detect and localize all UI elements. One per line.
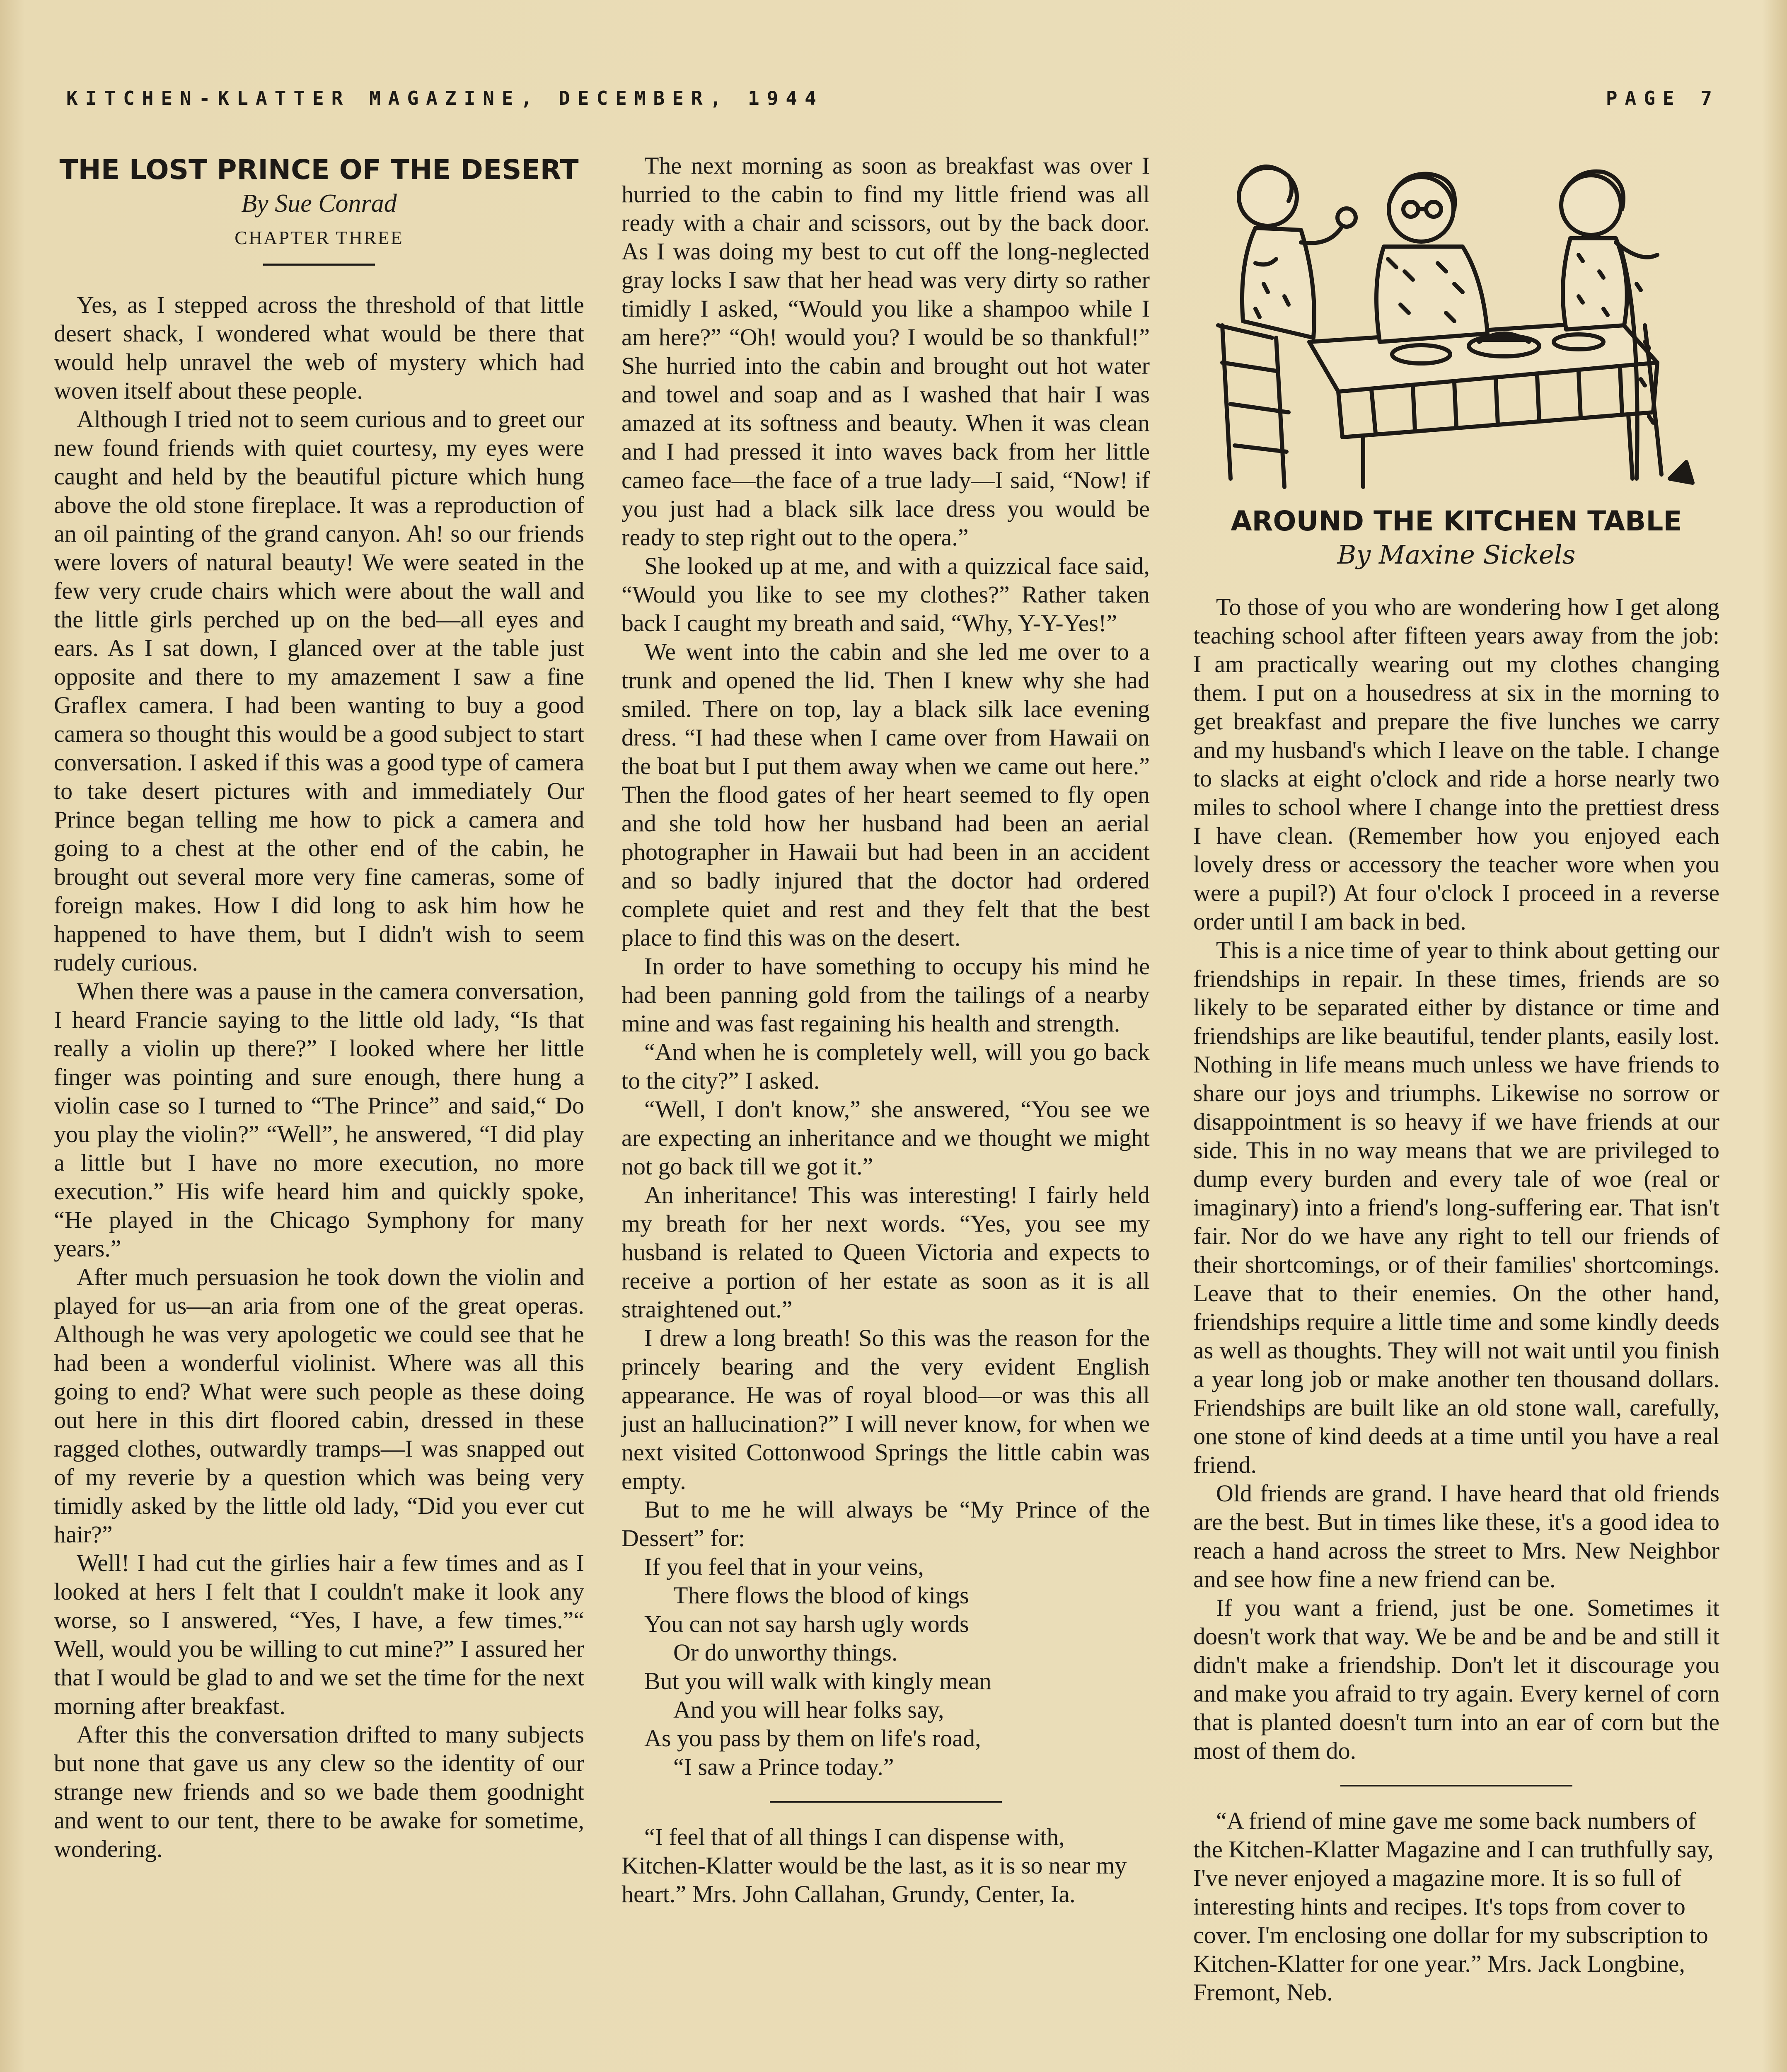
- story-paragraph: Well! I had cut the girlies hair a few times and as I looked at hers I felt that I couldn't make it look any worse, so I answered, “Yes, I have, a few times.”“ Well, would you be willing to cut mine?” I assured her that I would be glad to and we set the time for the next morning after breakfast.: [54, 1549, 584, 1719]
- story-paragraph: In order to have something to occupy his mind he had been panning gold from the tailings of a nearby mine and was fast regaining his health and strength.: [621, 953, 1150, 1037]
- column-paragraph: Old friends are grand. I have heard that old friends are the best. But in times like these, it's a good idea to reach a hand across the street to Mrs. New Neighbor and see how fine a new friend can be.: [1193, 1480, 1719, 1593]
- reader-letter: “A friend of mine gave me some back numbers of the Kitchen-Klatter Magazine and I can truthfully say, I've never enjoyed a magazine more. It is so full of interesting hints and recipes. It's tops from cover to cover. I'm enclosing one dollar for my subscription to Kitchen-Klatter for one year.” Mrs. Jack Longbine, Fremont, Neb.: [1193, 1807, 1714, 2006]
- poem-line: You can not say harsh ugly words: [644, 1610, 969, 1637]
- column-byline: By Maxine Sickels: [1337, 540, 1576, 570]
- letter-divider: [770, 1801, 1002, 1803]
- story-paragraph: I drew a long breath! So this was the reason for the princely bearing and the very evident English appearance. He was of royal blood—or was this all just an hallucination?” I will never know, for when we next visited Cottonwood Springs the little cabin was empty.: [621, 1324, 1150, 1494]
- page-header: [66, 87, 1719, 116]
- story-paragraph: But to me he will always be “My Prince of the Dessert” for:: [621, 1496, 1150, 1552]
- story-paragraph: Although I tried not to seem curious and to greet our new found friends with quiet courtesy, my eyes were caught and held by the beautiful picture which hung above the old stone fireplace. It was a reproduction of an oil painting of the grand canyon. Ah! so our friends were lovers of natural beauty! We were seated in the few very crude chairs which were about the wall and the little girls perched up on the bed—all eyes and ears. As I sat down, I glanced over at the table just opposite and there to my amazement I saw a fine Graflex camera. I had been wanting to buy a good camera so thought this would be a good subject to start conversation. I asked if this was a good type of camera to take desert pictures with and immediately Our Prince began telling me how to pick a camera and going to a chest at the other end of the cabin, he brought out several more very fine cameras, some of foreign makes. How I did long to ask him how he happened to have them, but I didn't wish to seem rudely curious.: [54, 406, 584, 976]
- story-paragraph: We went into the cabin and she led me over to a trunk and opened the lid. Then I knew why she had smiled. There on top, lay a black silk lace evening dress. “I had these when I came over from Hawaii on the boat but I put them away when we came out here.” Then the flood gates of her heart seemed to fly open and she told how her husband had been an aerial photographer in Hawaii but had been in an accident and so badly injured that the doctor had ordered complete quiet and rest and they felt that the best place to find this was on the desert.: [621, 638, 1150, 951]
- poem-line: And you will hear folks say,: [673, 1696, 944, 1723]
- title-divider: [263, 264, 375, 266]
- story-column-1: [54, 153, 584, 1863]
- column-title: AROUND THE KITCHEN TABLE: [1231, 505, 1682, 537]
- story-column-2: [621, 151, 1150, 1908]
- poem-line: If you feel that in your veins,: [644, 1553, 924, 1580]
- story-paragraph: After this the conversation drifted to many subjects but none that gave us any clew so the identity of our strange new friends and so we bade them goodnight and went to our tent, there to be awake for sometime, wondering.: [54, 1721, 584, 1862]
- poem-line: But you will walk with kingly mean: [644, 1668, 991, 1694]
- story-paragraph: She looked up at me, and with a quizzical face said, “Would you like to see my clothes?” Rather taken back I caught my breath and said, “Why, Y-Y-Yes!”: [621, 552, 1150, 637]
- kitchen-table-illustration: [1206, 147, 1707, 495]
- story-title: THE LOST PRINCE OF THE DESERT: [59, 154, 579, 186]
- story-paragraph: When there was a pause in the camera conversation, I heard Francie saying to the little old lady, “Is that really a violin up there?” I looked where her little finger was pointing and sure enough, there hung a violin case so I turned to “The Prince” and said,“ Do you play the violin?” “Well”, he answered, “I did play a little but I have no more execution, no more execution.” His wife heard him and quickly spoke, “He played in the Chicago Symphony for many years.”: [54, 978, 584, 1262]
- story-paragraph: “Well, I don't know,” she answered, “You see we are expecting an inheritance and we thought we might not go back till we got it.”: [621, 1096, 1150, 1180]
- poem-line: “I saw a Prince today.”: [673, 1753, 894, 1780]
- column-paragraph: To those of you who are wondering how I get along teaching school after fifteen years away from the job: I am practically wearing out my clothes changing them. I put on a housedress at six in the morning to get breakfast and prepare the five lunches we carry and my husband's which I leave on the table. I change to slacks at eight o'clock and ride a horse nearly two miles to school where I change into the prettiest dress I have clean. (Remember how you enjoyed each lovely dress or accessory the teacher wore when you were a pupil?) At four o'clock I proceed in a reverse order until I am back in bed.: [1193, 593, 1719, 935]
- story-paragraph: After much persuasion he took down the violin and played for us—an aria from one of the great operas. Although he was very apologetic we could see that he had been a wonderful violinist. Where was all this going to end? What were such people as these doing out here in this dirt floored cabin, dressed in these ragged clothes, outwardly tramps—I was snapped out of my reverie by a question which was being very timidly asked by the little old lady, “Did you ever cut hair?”: [54, 1264, 584, 1548]
- story-paragraph: An inheritance! This was interesting! I fairly held my breath for her next words. “Yes, you see my husband is related to Queen Victoria and expects to receive a portion of her estate as soon as it is all straightened out.”: [621, 1181, 1150, 1323]
- story-chapter: CHAPTER THREE: [235, 227, 404, 248]
- reader-letter: “I feel that of all things I can dispense with, Kitchen-Klatter would be the last, as it is so near my heart.” Mrs. John Callahan, Grundy, Center, Ia.: [621, 1823, 1127, 1907]
- story-paragraph: The next morning as soon as breakfast was over I hurried to the cabin to find my little friend was all ready with a chair and scissors, out by the back door. As I was doing my best to cut off the long-neglected gray locks I saw that her head was very dirty so rather timidly I asked, “Would you like a shampoo while I am here?” “Oh! would you? I would be so thankful!” She hurried into the cabin and brought out hot water and towel and soap and as I washed that hair I was amazed at its softness and beauty. When it was clean and I had pressed it into waves back from her little cameo face—the face of a true lady—I said, “Now! if you just had a black silk lace dress you would be ready to step right out to the opera.”: [621, 152, 1150, 551]
- poem: [621, 1552, 1150, 1781]
- column-paragraph: This is a nice time of year to think about getting our friendships in repair. In these times, friends are so likely to be separated either by distance or time and friendships are like beautiful, tender plants, easily lost. Nothing in life means much unless we have friends to share our joys and triumphs. Likewise no sorrow or disappointment is so heavy if we have friends at our side. This in no way means that we are privileged to dump every burden and every tale of woe (real or imaginary) into a friend's long-suffering ear. That isn't fair. Nor do we have any right to tell our friends of their shortcomings, or of their families' shortcomings. Leave that to their enemies. On the other hand, friendships require a little time and some kindly deeds as well as thoughts. They will not wait until you finish a year long job or make another ten thousand dollars. Friendships are built like an old stone wall, carefully, one stone of kind deeds at a time until you have a real friend.: [1193, 937, 1719, 1478]
- poem-line: Or do unworthy things.: [673, 1639, 898, 1666]
- letter-divider: [1340, 1785, 1572, 1786]
- poem-line: As you pass by them on life's road,: [644, 1725, 981, 1752]
- column-paragraph: If you want a friend, just be one. Sometimes it doesn't work that way. We be and be and be and still it didn't make a friendship. Don't let it discourage you and make you afraid to try again. Every kernel of corn that is planted doesn't turn into an ear of corn but the most of them do.: [1193, 1594, 1719, 1764]
- header-page-number: PAGE 7: [1606, 87, 1719, 109]
- poem-line: There flows the blood of kings: [673, 1582, 969, 1609]
- kitchen-table-column: [1193, 593, 1719, 2007]
- story-paragraph: Yes, as I stepped across the threshold of that little desert shack, I wondered what would be there that would help unravel the web of mystery which had woven itself about these people.: [54, 291, 584, 404]
- column-heading: [1193, 505, 1719, 569]
- story-paragraph: “And when he is completely well, will you go back to the city?” I asked.: [621, 1038, 1150, 1094]
- story-byline: By Sue Conrad: [241, 189, 397, 218]
- header-masthead: KITCHEN-KLATTER MAGAZINE, DECEMBER, 1944: [66, 87, 824, 109]
